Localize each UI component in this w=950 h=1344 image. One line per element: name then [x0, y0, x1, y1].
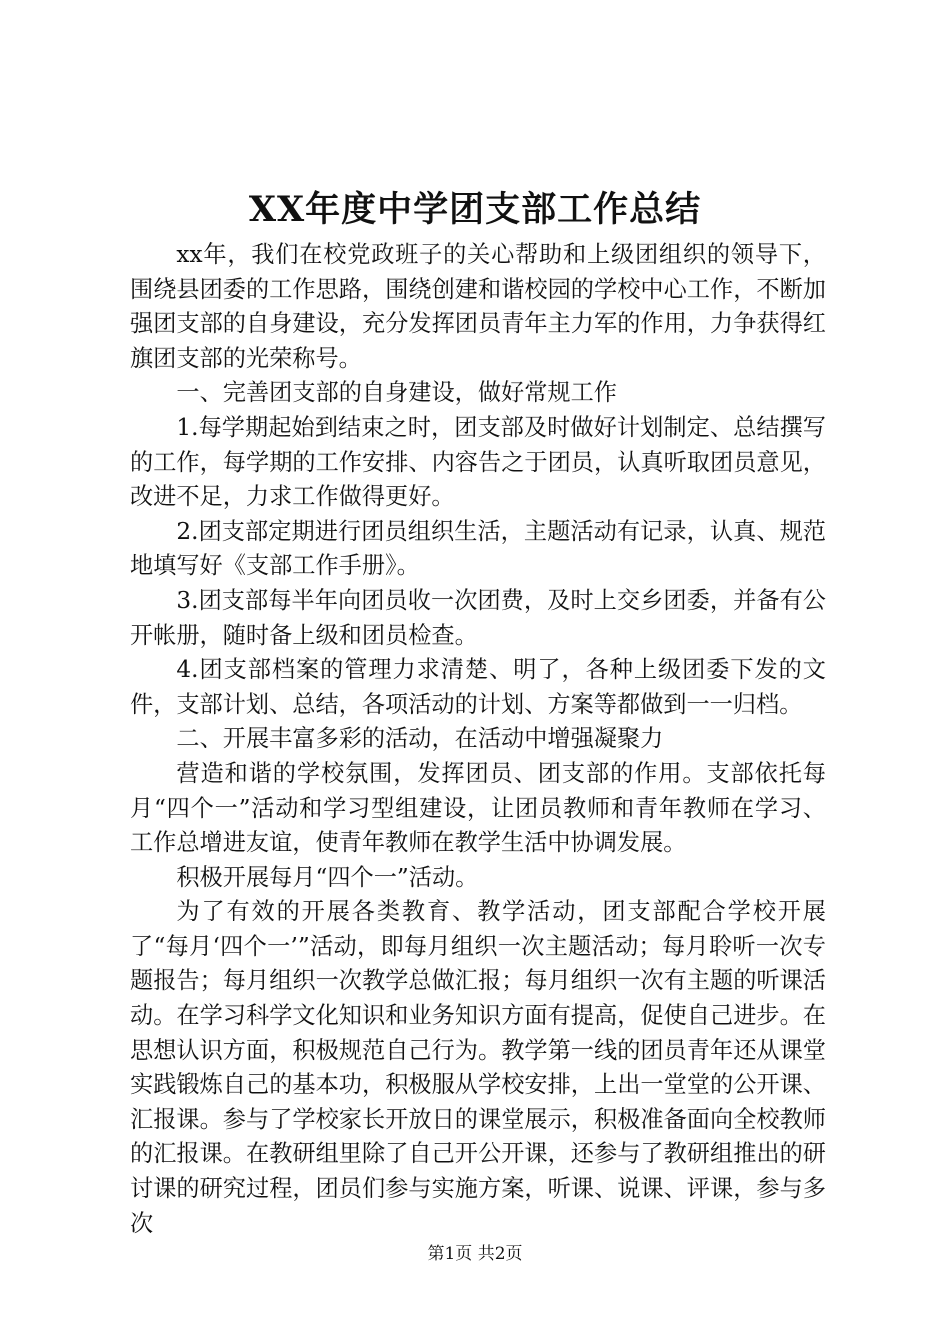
paragraph-item-3: 3.团支部每半年向团员收一次团费，及时上交乡团委，并备有公开帐册，随时备上级和团员检查。	[130, 586, 826, 649]
paragraph-item-1: 1.每学期起始到结束之时，团支部及时做好计划制定、总结撰写的工作，每学期的工作安排、内容告之于团员，认真听取团员意见，改进不足，力求工作做得更好。	[130, 413, 826, 511]
document-title: XX年度中学团支部工作总结	[248, 189, 702, 230]
paragraph-four-ones: 积极开展每月“四个一”活动。	[176, 863, 479, 891]
paragraph-intro: xx年，我们在校党政班子的关心帮助和上级团组织的领导下，围绕县团委的工作思路，围绕创建和谐校园的学校中心工作，不断加强团支部的自身建设，充分发挥团员青年主力军的作用，力争获得红旗团支部的光荣称号。	[130, 241, 826, 372]
section-heading-1: 一、完善团支部的自身建设，做好常规工作	[176, 379, 617, 407]
paragraph-item-4: 4.团支部档案的管理力求清楚、明了，各种上级团委下发的文件，支部计划、总结，各项活动的计划、方案等都做到一一归档。	[130, 656, 826, 718]
document-body	[130, 238, 826, 1241]
paragraph-activities: 为了有效的开展各类教育、教学活动，团支部配合学校开展了“每月‘四个一’”活动，即每月组织一次主题活动；每月聆听一次专题报告；每月组织一次教学总做汇报；每月组织一次有主题的听课活动。在学习科学文化知识和业务知识方面有提高，促使自己进步。在思想认识方面，积极规范自己行为。教学第一线的团员青年还从课堂实践锻炼自己的基本功，积极服从学校安排，上出一堂堂的公开课、汇报课。参与了学校家长开放日的课堂展示，积极准备面向全校教师的汇报课。在教研组里除了自己开公开课，还参与了教研组推出的研讨课的研究过程，团员们参与实施方案，听课、说课、评课，参与多次	[130, 898, 826, 1237]
paragraph-item-2: 2.团支部定期进行团员组织生活，主题活动有记录，认真、规范地填写好《支部工作手册》。	[130, 517, 826, 580]
section-heading-2: 二、开展丰富多彩的活动，在活动中增强凝聚力	[176, 725, 664, 753]
paragraph-harmony: 营造和谐的学校氛围，发挥团员、团支部的作用。支部依托每月“四个一”活动和学习型组建设，让团员教师和青年教师在学习、工作总增进友谊，使青年教师在教学生活中协调发展。	[130, 759, 826, 857]
page-number-footer: 第1页 共2页	[427, 1244, 523, 1264]
